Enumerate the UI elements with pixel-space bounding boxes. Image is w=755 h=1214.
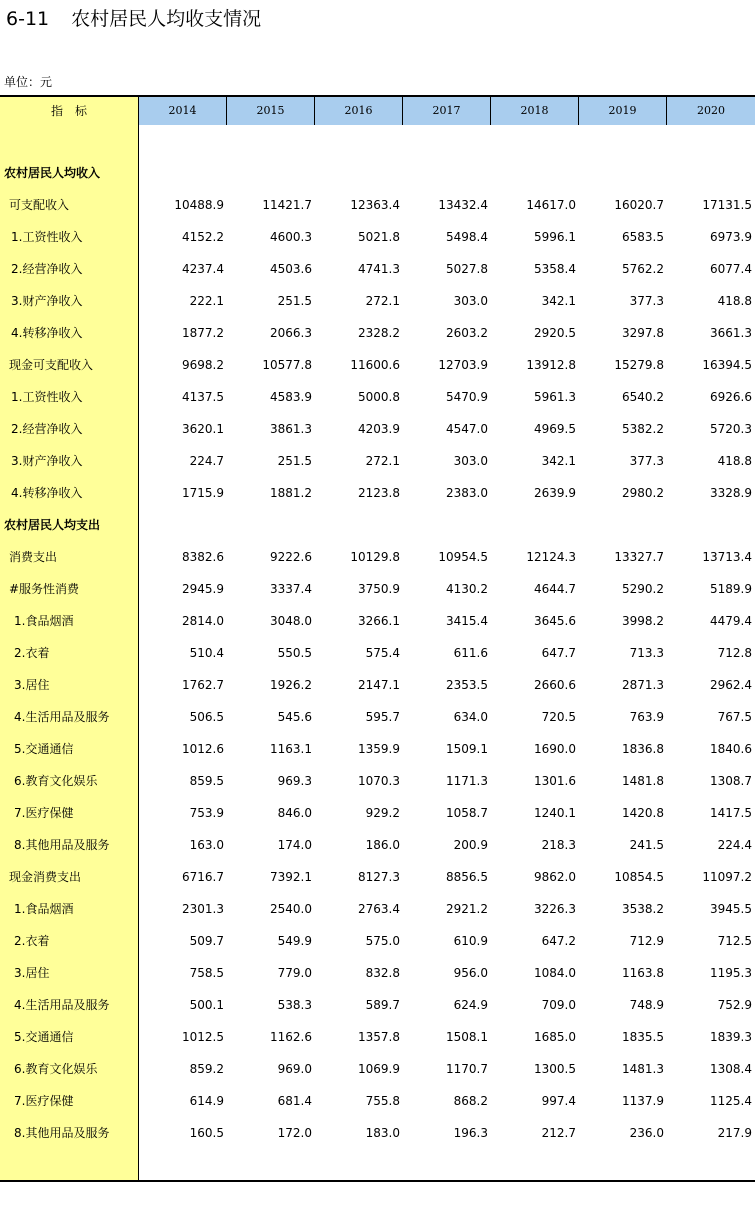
table-cell: 183.0 bbox=[365, 1126, 400, 1140]
table-cell: 6973.9 bbox=[710, 230, 752, 244]
table-cell: 509.7 bbox=[189, 934, 224, 948]
table-cell: 2945.9 bbox=[182, 582, 224, 596]
table-cell: 3645.6 bbox=[534, 614, 576, 628]
table-cell: 929.2 bbox=[365, 806, 400, 820]
table-cell: 997.4 bbox=[541, 1094, 576, 1108]
table-cell: 12124.3 bbox=[526, 550, 576, 564]
table-cell: 1058.7 bbox=[446, 806, 488, 820]
table-cell: 2540.0 bbox=[270, 902, 312, 916]
table-cell: 634.0 bbox=[453, 710, 488, 724]
table-cell: 575.4 bbox=[365, 646, 400, 660]
table-cell: 506.5 bbox=[189, 710, 224, 724]
table-row bbox=[0, 157, 755, 189]
table-cell: 5021.8 bbox=[358, 230, 400, 244]
table-row bbox=[0, 1085, 755, 1117]
table-cell: 2123.8 bbox=[358, 486, 400, 500]
table-cell: 10129.8 bbox=[350, 550, 400, 564]
table-cell: 1195.3 bbox=[710, 966, 752, 980]
table-cell: 200.9 bbox=[453, 838, 488, 852]
table-cell: 595.7 bbox=[365, 710, 400, 724]
table-cell: 748.9 bbox=[629, 998, 664, 1012]
table-cell: 1162.6 bbox=[270, 1030, 312, 1044]
table-cell: 720.5 bbox=[541, 710, 576, 724]
table-cell: 1163.8 bbox=[622, 966, 664, 980]
table-cell: 1420.8 bbox=[622, 806, 664, 820]
table-cell: 10854.5 bbox=[614, 870, 664, 884]
row-label: 6.教育文化娱乐 bbox=[14, 774, 98, 788]
table-cell: 1481.3 bbox=[622, 1062, 664, 1076]
table-cell: 272.1 bbox=[365, 454, 400, 468]
table-cell: 969.3 bbox=[277, 774, 312, 788]
table-cell: 10577.8 bbox=[262, 358, 312, 372]
table-row bbox=[0, 349, 755, 381]
table-cell: 13432.4 bbox=[438, 198, 488, 212]
table-cell: 611.6 bbox=[453, 646, 488, 660]
table-cell: 5027.8 bbox=[446, 262, 488, 276]
table-cell: 13713.4 bbox=[702, 550, 752, 564]
row-label: 4.转移净收入 bbox=[11, 326, 83, 340]
row-label: 1.食品烟酒 bbox=[14, 614, 74, 628]
table-cell: 1163.1 bbox=[270, 742, 312, 756]
table-title: 农村居民人均收支情况 bbox=[71, 8, 262, 30]
table-cell: 2353.5 bbox=[446, 678, 488, 692]
table-cell: 779.0 bbox=[277, 966, 312, 980]
table-cell: 5470.9 bbox=[446, 390, 488, 404]
table-cell: 4600.3 bbox=[270, 230, 312, 244]
table-cell: 17131.5 bbox=[702, 198, 752, 212]
table-cell: 251.5 bbox=[277, 454, 312, 468]
table-cell: 5961.3 bbox=[534, 390, 576, 404]
table-cell: 8856.5 bbox=[446, 870, 488, 884]
table-cell: 712.8 bbox=[717, 646, 752, 660]
row-label: 8.其他用品及服务 bbox=[14, 1126, 110, 1140]
table-cell: 2383.0 bbox=[446, 486, 488, 500]
table-cell: 418.8 bbox=[717, 294, 752, 308]
table-row bbox=[0, 605, 755, 637]
table-cell: 3266.1 bbox=[358, 614, 400, 628]
table-cell: 2066.3 bbox=[270, 326, 312, 340]
table-cell: 767.5 bbox=[717, 710, 752, 724]
table-cell: 172.0 bbox=[277, 1126, 312, 1140]
table-cell: 1301.6 bbox=[534, 774, 576, 788]
table-cell: 8127.3 bbox=[358, 870, 400, 884]
table-cell: 7392.1 bbox=[270, 870, 312, 884]
table-cell: 1359.9 bbox=[358, 742, 400, 756]
table-cell: 712.5 bbox=[717, 934, 752, 948]
table-cell: 5290.2 bbox=[622, 582, 664, 596]
table-cell: 1171.3 bbox=[446, 774, 488, 788]
table-cell: 1508.1 bbox=[446, 1030, 488, 1044]
table-cell: 1012.5 bbox=[182, 1030, 224, 1044]
table-cell: 2147.1 bbox=[358, 678, 400, 692]
table-cell: 6926.6 bbox=[710, 390, 752, 404]
table-cell: 4237.4 bbox=[182, 262, 224, 276]
row-label: 2.经营净收入 bbox=[11, 262, 83, 276]
table-cell: 1481.8 bbox=[622, 774, 664, 788]
table-cell: 2920.5 bbox=[534, 326, 576, 340]
table-cell: 377.3 bbox=[629, 294, 664, 308]
table-row bbox=[0, 573, 755, 605]
table-row bbox=[0, 285, 755, 317]
table-cell: 3861.3 bbox=[270, 422, 312, 436]
table-cell: 859.5 bbox=[189, 774, 224, 788]
table-cell: 13912.8 bbox=[526, 358, 576, 372]
table-cell: 3945.5 bbox=[710, 902, 752, 916]
table-cell: 763.9 bbox=[629, 710, 664, 724]
row-label: 消费支出 bbox=[9, 550, 58, 564]
row-label: 5.交通通信 bbox=[14, 742, 74, 756]
table-row bbox=[0, 765, 755, 797]
table-cell: 4203.9 bbox=[358, 422, 400, 436]
row-label: 3.居住 bbox=[14, 678, 50, 692]
table-cell: 217.9 bbox=[717, 1126, 752, 1140]
table-row bbox=[0, 669, 755, 701]
header-year: 2018 bbox=[491, 97, 579, 125]
table-cell: 212.7 bbox=[541, 1126, 576, 1140]
table-cell: 2980.2 bbox=[622, 486, 664, 500]
table-cell: 377.3 bbox=[629, 454, 664, 468]
table-cell: 1012.6 bbox=[182, 742, 224, 756]
table-cell: 9698.2 bbox=[182, 358, 224, 372]
table-cell: 1839.3 bbox=[710, 1030, 752, 1044]
table-cell: 4152.2 bbox=[182, 230, 224, 244]
table-cell: 510.4 bbox=[189, 646, 224, 660]
table-cell: 538.3 bbox=[277, 998, 312, 1012]
table-cell: 2639.9 bbox=[534, 486, 576, 500]
row-label: 现金消费支出 bbox=[9, 870, 82, 884]
table-row bbox=[0, 189, 755, 221]
table-cell: 15279.8 bbox=[614, 358, 664, 372]
table-cell: 3226.3 bbox=[534, 902, 576, 916]
table-cell: 549.9 bbox=[277, 934, 312, 948]
table-cell: 4969.5 bbox=[534, 422, 576, 436]
table-cell: 251.5 bbox=[277, 294, 312, 308]
table-cell: 1300.5 bbox=[534, 1062, 576, 1076]
table-cell: 1926.2 bbox=[270, 678, 312, 692]
table-cell: 2871.3 bbox=[622, 678, 664, 692]
row-label: 6.教育文化娱乐 bbox=[14, 1062, 98, 1076]
table-cell: 500.1 bbox=[189, 998, 224, 1012]
table-cell: 2763.4 bbox=[358, 902, 400, 916]
table-row bbox=[0, 477, 755, 509]
table-cell: 186.0 bbox=[365, 838, 400, 852]
row-label: 7.医疗保健 bbox=[14, 1094, 74, 1108]
table-row bbox=[0, 541, 755, 573]
table-cell: 956.0 bbox=[453, 966, 488, 980]
table-row bbox=[0, 861, 755, 893]
table-cell: 224.7 bbox=[189, 454, 224, 468]
table-cell: 1509.1 bbox=[446, 742, 488, 756]
row-label: 2.衣着 bbox=[14, 934, 50, 948]
table-row bbox=[0, 509, 755, 541]
table-row bbox=[0, 733, 755, 765]
table-cell: 3337.4 bbox=[270, 582, 312, 596]
table-cell: 753.9 bbox=[189, 806, 224, 820]
table-cell: 1069.9 bbox=[358, 1062, 400, 1076]
table-cell: 752.9 bbox=[717, 998, 752, 1012]
table-cell: 8382.6 bbox=[182, 550, 224, 564]
table-cell: 3750.9 bbox=[358, 582, 400, 596]
table-cell: 12363.4 bbox=[350, 198, 400, 212]
table-cell: 303.0 bbox=[453, 294, 488, 308]
table-cell: 3661.3 bbox=[710, 326, 752, 340]
row-label: 5.交通通信 bbox=[14, 1030, 74, 1044]
table-cell: 3998.2 bbox=[622, 614, 664, 628]
table-cell: 5382.2 bbox=[622, 422, 664, 436]
table-cell: 1715.9 bbox=[182, 486, 224, 500]
table-cell: 709.0 bbox=[541, 998, 576, 1012]
table-cell: 1685.0 bbox=[534, 1030, 576, 1044]
table-cell: 545.6 bbox=[277, 710, 312, 724]
table-cell: 11421.7 bbox=[262, 198, 312, 212]
table-cell: 236.0 bbox=[629, 1126, 664, 1140]
table-cell: 196.3 bbox=[453, 1126, 488, 1140]
table-cell: 4547.0 bbox=[446, 422, 488, 436]
table-cell: 1690.0 bbox=[534, 742, 576, 756]
table-cell: 3620.1 bbox=[182, 422, 224, 436]
table-cell: 4583.9 bbox=[270, 390, 312, 404]
table-cell: 758.5 bbox=[189, 966, 224, 980]
table-cell: 1070.3 bbox=[358, 774, 400, 788]
row-label: 4.生活用品及服务 bbox=[14, 710, 110, 724]
table-cell: 647.2 bbox=[541, 934, 576, 948]
table-cell: 2660.6 bbox=[534, 678, 576, 692]
table-cell: 2328.2 bbox=[358, 326, 400, 340]
table-cell: 1835.5 bbox=[622, 1030, 664, 1044]
table-cell: 1084.0 bbox=[534, 966, 576, 980]
row-label: 8.其他用品及服务 bbox=[14, 838, 110, 852]
row-label: 2.经营净收入 bbox=[11, 422, 83, 436]
header-year: 2020 bbox=[667, 97, 755, 125]
table-cell: 5762.2 bbox=[622, 262, 664, 276]
table-cell: 846.0 bbox=[277, 806, 312, 820]
table-cell: 418.8 bbox=[717, 454, 752, 468]
table-row bbox=[0, 221, 755, 253]
table-row bbox=[0, 317, 755, 349]
table-cell: 2603.2 bbox=[446, 326, 488, 340]
table-cell: 1137.9 bbox=[622, 1094, 664, 1108]
table-cell: 241.5 bbox=[629, 838, 664, 852]
table-cell: 614.9 bbox=[189, 1094, 224, 1108]
table-row bbox=[0, 445, 755, 477]
table-cell: 550.5 bbox=[277, 646, 312, 660]
table-cell: 4741.3 bbox=[358, 262, 400, 276]
table-cell: 1170.7 bbox=[446, 1062, 488, 1076]
table-cell: 2921.2 bbox=[446, 902, 488, 916]
table-cell: 3415.4 bbox=[446, 614, 488, 628]
table-cell: 9222.6 bbox=[270, 550, 312, 564]
table-cell: 16020.7 bbox=[614, 198, 664, 212]
row-label: 1.食品烟酒 bbox=[14, 902, 74, 916]
header-year: 2014 bbox=[139, 97, 227, 125]
table-row bbox=[0, 893, 755, 925]
section-label: 农村居民人均支出 bbox=[4, 518, 101, 532]
table-cell: 5358.4 bbox=[534, 262, 576, 276]
row-label: 4.生活用品及服务 bbox=[14, 998, 110, 1012]
table-cell: 10954.5 bbox=[438, 550, 488, 564]
table-cell: 755.8 bbox=[365, 1094, 400, 1108]
table-cell: 163.0 bbox=[189, 838, 224, 852]
table-row bbox=[0, 413, 755, 445]
table-cell: 222.1 bbox=[189, 294, 224, 308]
table-cell: 712.9 bbox=[629, 934, 664, 948]
table-cell: 14617.0 bbox=[526, 198, 576, 212]
header-year: 2016 bbox=[315, 97, 403, 125]
row-label: #服务性消费 bbox=[9, 582, 80, 596]
table-cell: 303.0 bbox=[453, 454, 488, 468]
header-year: 2019 bbox=[579, 97, 667, 125]
header-indicator: 指标 bbox=[0, 97, 139, 125]
table-cell: 3297.8 bbox=[622, 326, 664, 340]
row-label: 可支配收入 bbox=[9, 198, 70, 212]
section-label: 农村居民人均收入 bbox=[4, 166, 101, 180]
table-cell: 4503.6 bbox=[270, 262, 312, 276]
table-cell: 1357.8 bbox=[358, 1030, 400, 1044]
table-cell: 3328.9 bbox=[710, 486, 752, 500]
unit-label: 单位：元 bbox=[4, 75, 53, 89]
table-row bbox=[0, 797, 755, 829]
table-cell: 681.4 bbox=[277, 1094, 312, 1108]
table-cell: 868.2 bbox=[453, 1094, 488, 1108]
table-cell: 5000.8 bbox=[358, 390, 400, 404]
table-cell: 342.1 bbox=[541, 454, 576, 468]
table-cell: 3048.0 bbox=[270, 614, 312, 628]
table-cell: 218.3 bbox=[541, 838, 576, 852]
table-row bbox=[0, 637, 755, 669]
table-cell: 6583.5 bbox=[622, 230, 664, 244]
table-cell: 1240.1 bbox=[534, 806, 576, 820]
table-cell: 859.2 bbox=[189, 1062, 224, 1076]
table-cell: 224.4 bbox=[717, 838, 752, 852]
table-cell: 12703.9 bbox=[438, 358, 488, 372]
table-row bbox=[0, 1117, 755, 1149]
table-row bbox=[0, 1053, 755, 1085]
table-cell: 575.0 bbox=[365, 934, 400, 948]
table-row bbox=[0, 253, 755, 285]
row-label: 4.转移净收入 bbox=[11, 486, 83, 500]
table-row bbox=[0, 989, 755, 1021]
table-cell: 1308.4 bbox=[710, 1062, 752, 1076]
header-year: 2015 bbox=[227, 97, 315, 125]
row-label: 3.居住 bbox=[14, 966, 50, 980]
table-row bbox=[0, 957, 755, 989]
table-cell: 160.5 bbox=[189, 1126, 224, 1140]
table-cell: 1877.2 bbox=[182, 326, 224, 340]
table-cell: 624.9 bbox=[453, 998, 488, 1012]
table-cell: 13327.7 bbox=[614, 550, 664, 564]
data-table bbox=[0, 95, 755, 1181]
table-cell: 9862.0 bbox=[534, 870, 576, 884]
row-label: 1.工资性收入 bbox=[11, 230, 83, 244]
table-cell: 832.8 bbox=[365, 966, 400, 980]
table-number: 6-11 bbox=[6, 8, 50, 30]
table-header bbox=[0, 95, 755, 125]
table-cell: 11097.2 bbox=[702, 870, 752, 884]
table-cell: 610.9 bbox=[453, 934, 488, 948]
table-cell: 1836.8 bbox=[622, 742, 664, 756]
table-cell: 174.0 bbox=[277, 838, 312, 852]
table-cell: 5720.3 bbox=[710, 422, 752, 436]
table-cell: 4137.5 bbox=[182, 390, 224, 404]
table-cell: 647.7 bbox=[541, 646, 576, 660]
table-cell: 1762.7 bbox=[182, 678, 224, 692]
table-cell: 713.3 bbox=[629, 646, 664, 660]
row-label: 3.财产净收入 bbox=[11, 454, 83, 468]
table-row bbox=[0, 1021, 755, 1053]
table-cell: 6716.7 bbox=[182, 870, 224, 884]
table-row bbox=[0, 829, 755, 861]
table-row bbox=[0, 701, 755, 733]
table-cell: 4130.2 bbox=[446, 582, 488, 596]
table-cell: 16394.5 bbox=[702, 358, 752, 372]
header-year: 2017 bbox=[403, 97, 491, 125]
page-title bbox=[6, 4, 261, 31]
row-label: 2.衣着 bbox=[14, 646, 50, 660]
table-cell: 6077.4 bbox=[710, 262, 752, 276]
table-row bbox=[0, 381, 755, 413]
table-cell: 2814.0 bbox=[182, 614, 224, 628]
table-cell: 6540.2 bbox=[622, 390, 664, 404]
table-cell: 5996.1 bbox=[534, 230, 576, 244]
table-cell: 1125.4 bbox=[710, 1094, 752, 1108]
table-cell: 5498.4 bbox=[446, 230, 488, 244]
table-cell: 4479.4 bbox=[710, 614, 752, 628]
table-cell: 2301.3 bbox=[182, 902, 224, 916]
table-cell: 1308.7 bbox=[710, 774, 752, 788]
row-label: 1.工资性收入 bbox=[11, 390, 83, 404]
table-cell: 3538.2 bbox=[622, 902, 664, 916]
table-cell: 10488.9 bbox=[174, 198, 224, 212]
table-row bbox=[0, 925, 755, 957]
table-cell: 1840.6 bbox=[710, 742, 752, 756]
table-cell: 589.7 bbox=[365, 998, 400, 1012]
row-label: 7.医疗保健 bbox=[14, 806, 74, 820]
table-cell: 4644.7 bbox=[534, 582, 576, 596]
table-cell: 2962.4 bbox=[710, 678, 752, 692]
table-bottom-rule bbox=[0, 1180, 755, 1182]
table-cell: 5189.9 bbox=[710, 582, 752, 596]
table-cell: 1417.5 bbox=[710, 806, 752, 820]
table-cell: 272.1 bbox=[365, 294, 400, 308]
table-cell: 11600.6 bbox=[350, 358, 400, 372]
row-label: 现金可支配收入 bbox=[9, 358, 94, 372]
table-cell: 1881.2 bbox=[270, 486, 312, 500]
table-cell: 342.1 bbox=[541, 294, 576, 308]
table-cell: 969.0 bbox=[277, 1062, 312, 1076]
row-label: 3.财产净收入 bbox=[11, 294, 83, 308]
